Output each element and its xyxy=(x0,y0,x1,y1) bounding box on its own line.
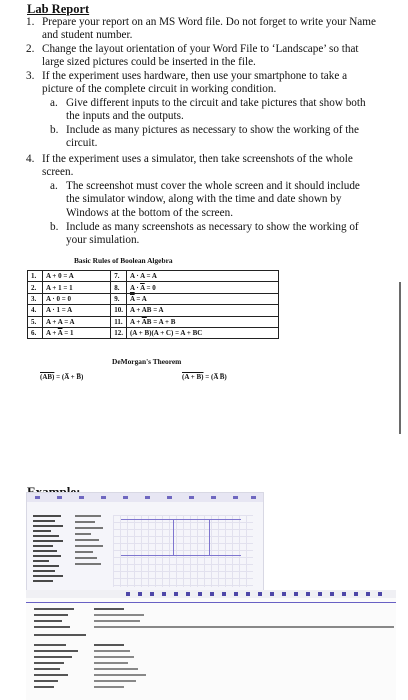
list-item-3a xyxy=(50,97,375,124)
rule-cell: A + AB = A xyxy=(126,305,278,316)
list-item-4b xyxy=(50,221,375,248)
list-text: Change the layout orientation of your Word File to ‘Landscape’ so that large sized pictures could be inserted in the file. xyxy=(42,43,359,69)
rule-cell xyxy=(126,316,278,327)
list-text: If the experiment uses a simulator, then take screenshots of the whole screen. xyxy=(42,153,353,179)
list-number: b. xyxy=(50,124,59,136)
rule-cell: A + 0 = A xyxy=(43,271,111,282)
rule-part: = A xyxy=(134,294,147,303)
table-row xyxy=(28,282,279,293)
rule-number: 9. xyxy=(111,293,127,304)
rule-cell: A · A = A xyxy=(126,271,278,282)
screenshot-divider xyxy=(26,602,396,603)
rule-cell: A + A = A xyxy=(43,316,111,327)
boolean-rules-table xyxy=(27,270,279,339)
rule-number: 6. xyxy=(28,327,43,338)
rule-part: B = A + B xyxy=(146,317,176,326)
example-screenshot-report xyxy=(26,590,396,700)
screenshot-canvas-grid xyxy=(113,515,253,587)
list-number: 3. xyxy=(26,70,35,82)
table-row xyxy=(28,316,279,327)
demorgan-law-1 xyxy=(40,373,83,381)
demorgan-lhs: (A + B) xyxy=(182,373,204,381)
list-number: b. xyxy=(50,221,59,233)
rule-part: A + xyxy=(129,317,142,326)
list-number: 1. xyxy=(26,16,35,28)
list-text: Prepare your report on an MS Word file. Do not forget to write your Name and student number. xyxy=(42,16,376,42)
list-item-3 xyxy=(26,70,376,97)
screenshot-sidebar xyxy=(33,515,65,587)
demorgan-rhs: = (A̅ B̅) xyxy=(203,373,227,381)
list-number: 2. xyxy=(26,43,35,55)
list-text: Give different inputs to the circuit and take pictures that show both the inputs and the outputs. xyxy=(66,97,366,123)
rule-complement: A xyxy=(129,294,135,303)
list-text: Include as many screenshots as necessary to show the working of your simulation. xyxy=(66,221,359,247)
screenshot-component-list xyxy=(75,515,105,587)
rule-cell: A · 0 = 0 xyxy=(43,293,111,304)
rule-number: 4. xyxy=(28,305,43,316)
rule-number: 3. xyxy=(28,293,43,304)
list-item-1 xyxy=(26,16,376,43)
rule-cell: (A + B)(A + C) = A + BC xyxy=(126,327,278,338)
demorgan-law-2 xyxy=(182,373,227,381)
rule-part: A + xyxy=(46,329,58,338)
boolean-rules-title: Basic Rules of Boolean Algebra xyxy=(74,256,173,265)
lab-report-title: Lab Report xyxy=(27,2,90,16)
rule-complement: $\overline{A}$ xyxy=(141,317,147,326)
list-text: If the experiment uses hardware, then use your smartphone to take a picture of the complete circuit in working condition. xyxy=(42,70,348,96)
rule-number: 10. xyxy=(111,305,127,316)
rule-cell xyxy=(126,293,278,304)
rule-part: = 0 xyxy=(144,283,156,292)
rule-number: 2. xyxy=(28,282,43,293)
rule-number: 11. xyxy=(111,316,127,327)
screenshot-toolbar xyxy=(27,493,263,502)
list-item-4 xyxy=(26,153,376,180)
rule-number: 5. xyxy=(28,316,43,327)
rule-complement: $\overline{A}$ xyxy=(140,283,145,292)
demorgan-lhs: (AB) xyxy=(40,373,55,381)
list-item-3b xyxy=(50,124,375,151)
list-text: Include as many pictures as necessary to show the working of the circuit. xyxy=(66,124,359,150)
screenshot-toolbar xyxy=(26,590,396,598)
rule-cell xyxy=(126,282,278,293)
table-row xyxy=(28,327,279,338)
table-row xyxy=(28,271,279,282)
rule-complement: $\overline{A}$ xyxy=(57,329,63,338)
rule-cell xyxy=(43,327,111,338)
rule-part: = 1 xyxy=(62,329,74,338)
table-row xyxy=(28,305,279,316)
demorgan-rhs: = (A̅ + B̅) xyxy=(54,373,84,381)
list-item-2 xyxy=(26,43,376,70)
rule-cell: A + 1 = 1 xyxy=(43,282,111,293)
list-number: a. xyxy=(50,180,58,192)
rule-number: 7. xyxy=(111,271,127,282)
list-item-4a xyxy=(50,180,375,220)
demorgan-title: DeMorgan's Theorem xyxy=(112,357,182,366)
list-text: The screenshot must cover the whole screen and it should include the simulator window, along with the time and date shown by Windows at the bottom of the screen. xyxy=(66,180,360,219)
rule-number: 8. xyxy=(111,282,127,293)
example-screenshot-simulator xyxy=(26,492,264,594)
rule-number: 12. xyxy=(111,327,127,338)
rule-part: A · xyxy=(129,283,141,292)
list-number: 4. xyxy=(26,153,35,165)
list-number: a. xyxy=(50,97,58,109)
vertical-scrollbar[interactable] xyxy=(399,282,401,434)
table-row xyxy=(28,293,279,304)
rule-cell: A · 1 = A xyxy=(43,305,111,316)
rule-number: 1. xyxy=(28,271,43,282)
